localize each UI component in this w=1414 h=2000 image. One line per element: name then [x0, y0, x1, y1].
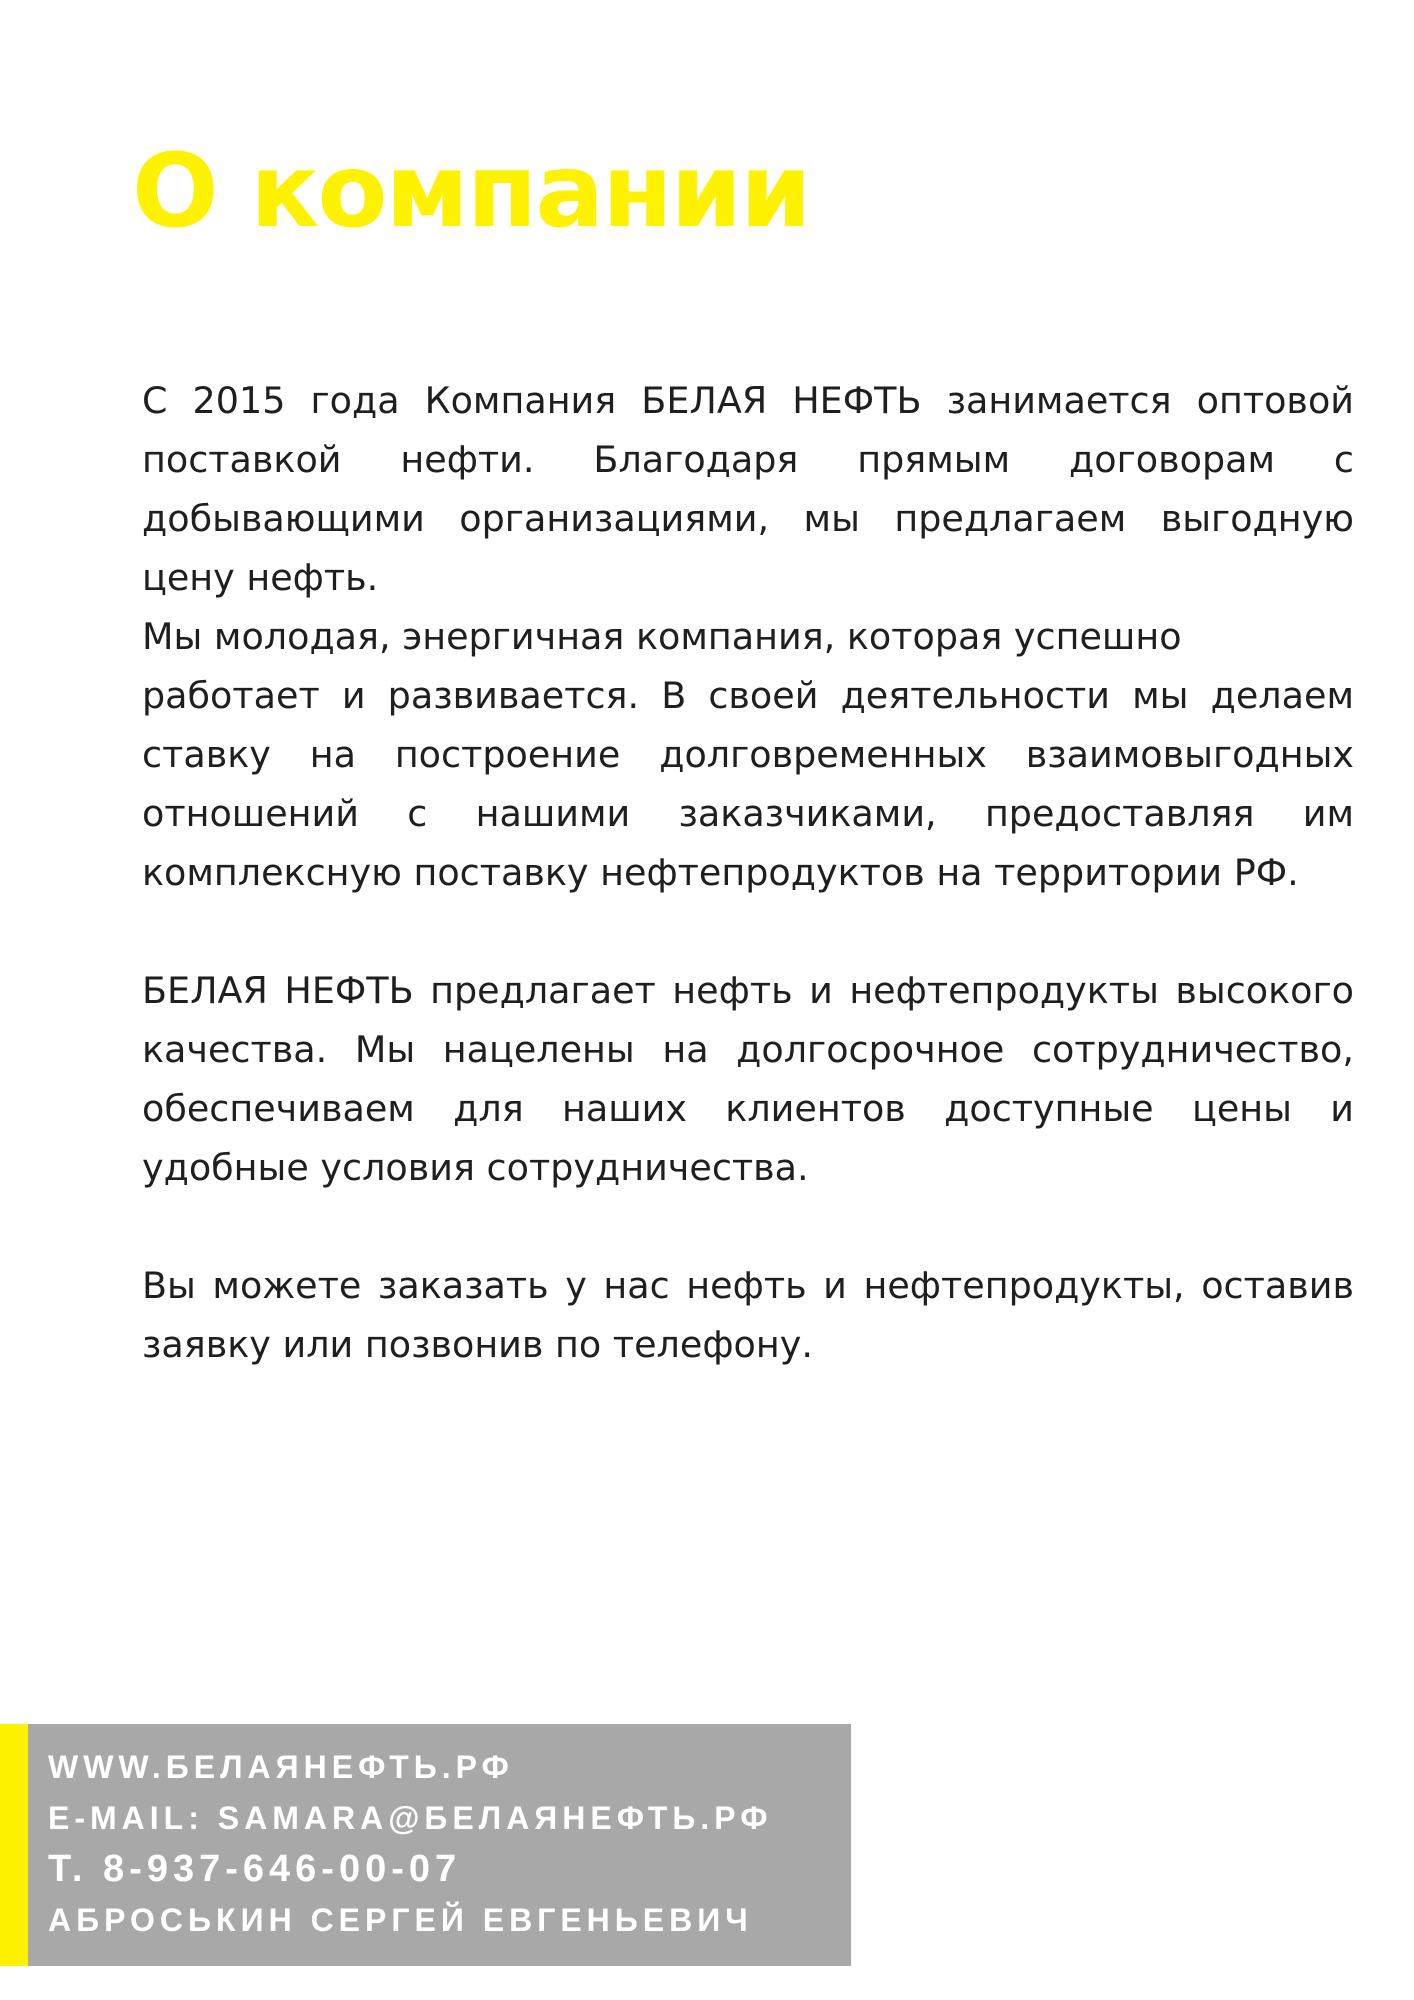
contact-box — [28, 1724, 851, 1966]
paragraph-1-line-1: С 2015 года Компания БЕЛАЯ НЕФТЬ занимается оптовой — [142, 379, 1354, 422]
phone-number[interactable]: Т. 8-937-646-00-07 — [48, 1848, 462, 1890]
paragraph-gap — [142, 1197, 1354, 1256]
paragraph-gap — [142, 902, 1354, 961]
paragraph-1-line-2: поставкой нефти. Благодаря прямым договорам с — [142, 438, 1354, 481]
page-title: О компании — [132, 132, 810, 251]
paragraph-1-line-4: цену нефть. — [142, 556, 379, 599]
contact-accent-bar — [0, 1724, 28, 1966]
paragraph-2-line-1: Мы молодая, энергичная компания, которая успешно — [142, 615, 1182, 658]
paragraph-3: БЕЛАЯ НЕФТЬ предлагает нефть и нефтепродукты высокого качества. Мы нацелены на долгосрочное сотрудничество, обеспечиваем для наших клиентов доступные цены и удобные условия сотрудничества. — [142, 969, 1354, 1189]
contact-person: АБРОСЬКИН СЕРГЕЙ ЕВГЕНЬЕВИЧ — [48, 1902, 753, 1938]
paragraph-2-rest: работает и развивается. В своей деятельности мы делаем ставку на построение долговременных взаимовыгодных отношений с нашими заказчиками, предоставляя им комплексную поставку нефтепродуктов на территории РФ. — [142, 674, 1354, 894]
about-body — [142, 371, 1354, 1374]
paragraph-4: Вы можете заказать у нас нефть и нефтепродукты, оставив заявку или позвонив по телефону. — [142, 1264, 1354, 1366]
paragraph-1-line-3: добывающими организациями, мы предлагаем выгодную — [142, 497, 1354, 540]
website-link[interactable]: WWW.БЕЛАЯНЕФТЬ.РФ — [48, 1749, 514, 1785]
email-link[interactable]: E-MAIL: SAMARA@БЕЛАЯНЕФТЬ.РФ — [48, 1800, 773, 1836]
